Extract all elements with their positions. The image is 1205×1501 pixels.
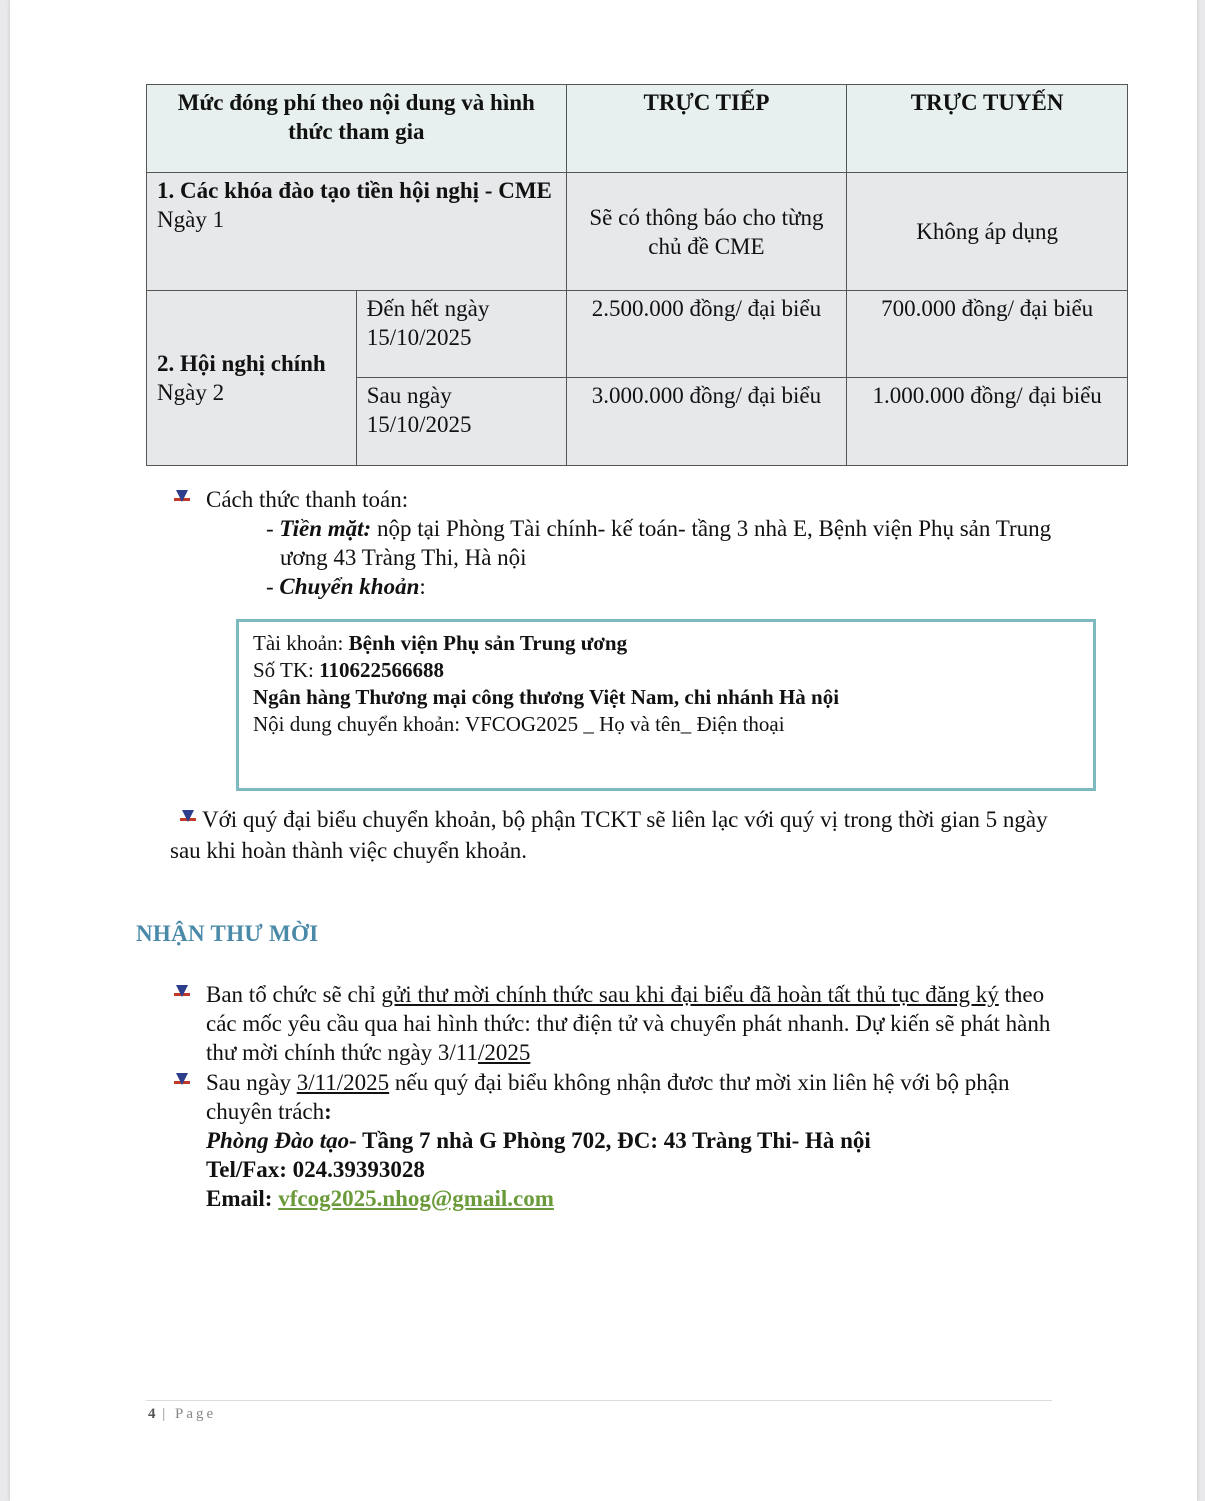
transfer-content: Nội dung chuyển khoản: VFCOG2025 _ Họ và tên_ Điện thoại	[253, 712, 785, 736]
table-header-row	[147, 85, 1128, 173]
payment-transfer: - Chuyển khoản:	[266, 574, 426, 599]
bank-account-number: 110622566688	[319, 658, 444, 682]
row-main-title: 2. Hội nghị chính	[157, 351, 326, 376]
bank-name: Ngân hàng Thương mại công thương Việt Nam, chi nhánh Hà nội	[253, 685, 840, 709]
header-direct: TRỰC TIẾP	[566, 85, 847, 173]
payment-cash: - Tiền mặt: nộp tại Phòng Tài chính- kế toán- tầng 3 nhà E, Bệnh viện Phụ sản Trung	[266, 516, 1052, 541]
bank-account-line: Tài khoản: Bệnh viện Phụ sản Trung ương	[253, 631, 628, 655]
row-cme-day: Ngày 1	[157, 207, 225, 232]
payment-title: Cách thức thanh toán:	[172, 485, 408, 514]
transfer-note: Với quý đại biểu chuyển khoản, bộ phận TCKT sẽ liên lạc với quý vị trong thời gian 5 ngày	[178, 805, 1048, 834]
row-main-direct-2: 3.000.000 đồng/ đại biểu	[566, 378, 847, 466]
bullet-arrow-icon	[172, 490, 192, 508]
cash-text-line2: ương 43 Tràng Thi, Hà nội	[280, 545, 527, 570]
transfer-note-line2: sau khi hoàn thành việc chuyển khoản.	[170, 838, 528, 863]
bullet-arrow-icon	[172, 1073, 192, 1091]
row-cme-title: 1. Các khóa đào tạo tiền hội nghị - CME	[157, 178, 552, 203]
row-main-day: Ngày 2	[157, 380, 225, 405]
row-main-direct-1: 2.500.000 đồng/ đại biểu	[566, 291, 847, 378]
row-main-period-2: Sau ngày 15/10/2025	[356, 378, 566, 466]
office-address: Phòng Đào tạo- Tầng 7 nhà G Phòng 702, ĐC: 43 Tràng Thi- Hà nội	[206, 1128, 871, 1153]
row-cme-online: Không áp dụng	[847, 173, 1128, 291]
email-link[interactable]: vfcog2025.nhog@gmail.com	[278, 1186, 554, 1211]
invite-bullet-1-line2: các mốc yêu cầu qua hai hình thức: thư điện tử và chuyển phát nhanh. Dự kiến sẽ phát hành	[206, 1011, 1051, 1036]
footer-divider	[146, 1400, 1052, 1401]
invite-bullet-1-line3: thư mời chính thức ngày 3/11/2025	[206, 1040, 531, 1065]
transfer-label: Chuyển khoản	[279, 574, 420, 599]
document-page	[10, 0, 1197, 1501]
row-main-label	[147, 291, 357, 466]
header-online: TRỰC TUYẾN	[847, 85, 1128, 173]
bank-info-box	[236, 619, 1096, 791]
row-cme-direct: Sẽ có thông báo cho từng chủ đề CME	[566, 173, 847, 291]
fee-table	[146, 84, 1128, 466]
table-row	[147, 173, 1128, 291]
row-main-period-1: Đến hết ngày 15/10/2025	[356, 291, 566, 378]
bank-number-line: Số TK: 110622566688	[253, 658, 444, 682]
invite-bullet-2-line2: chuyên trách:	[206, 1099, 332, 1124]
office-tel: Tel/Fax: 024.39393028	[206, 1157, 425, 1182]
bank-account-name: Bệnh viện Phụ sản Trung ương	[348, 631, 628, 655]
office-email-line: Email: vfcog2025.nhog@gmail.com	[206, 1186, 554, 1211]
row-main-online-1: 700.000 đồng/ đại biểu	[847, 291, 1128, 378]
cash-label: Tiền mặt:	[279, 516, 372, 541]
bullet-arrow-icon	[178, 810, 198, 828]
row-main-online-2: 1.000.000 đồng/ đại biểu	[847, 378, 1128, 466]
page-footer: 4 | Page	[148, 1406, 217, 1422]
cash-text: nộp tại Phòng Tài chính- kế toán- tầng 3 nhà E, Bệnh viện Phụ sản Trung	[371, 516, 1052, 541]
row-cme-label	[147, 173, 567, 291]
table-row	[147, 291, 1128, 378]
invite-bullet-1: Ban tổ chức sẽ chỉ gửi thư mời chính thức sau khi đại biểu đã hoàn tất thủ tục đăng ký theo	[172, 980, 1044, 1009]
invite-bullet-2: Sau ngày 3/11/2025 nếu quý đại biểu không nhận đươc thư mời xin liên hệ với bộ phận	[172, 1068, 1010, 1097]
bullet-arrow-icon	[172, 985, 192, 1003]
section-heading-invite: NHẬN THƯ MỜI	[136, 921, 319, 946]
header-fee-type: Mức đóng phí theo nội dung và hình thức tham gia	[147, 85, 567, 173]
page-number: 4	[148, 1406, 156, 1422]
page-word: Page	[175, 1406, 217, 1422]
